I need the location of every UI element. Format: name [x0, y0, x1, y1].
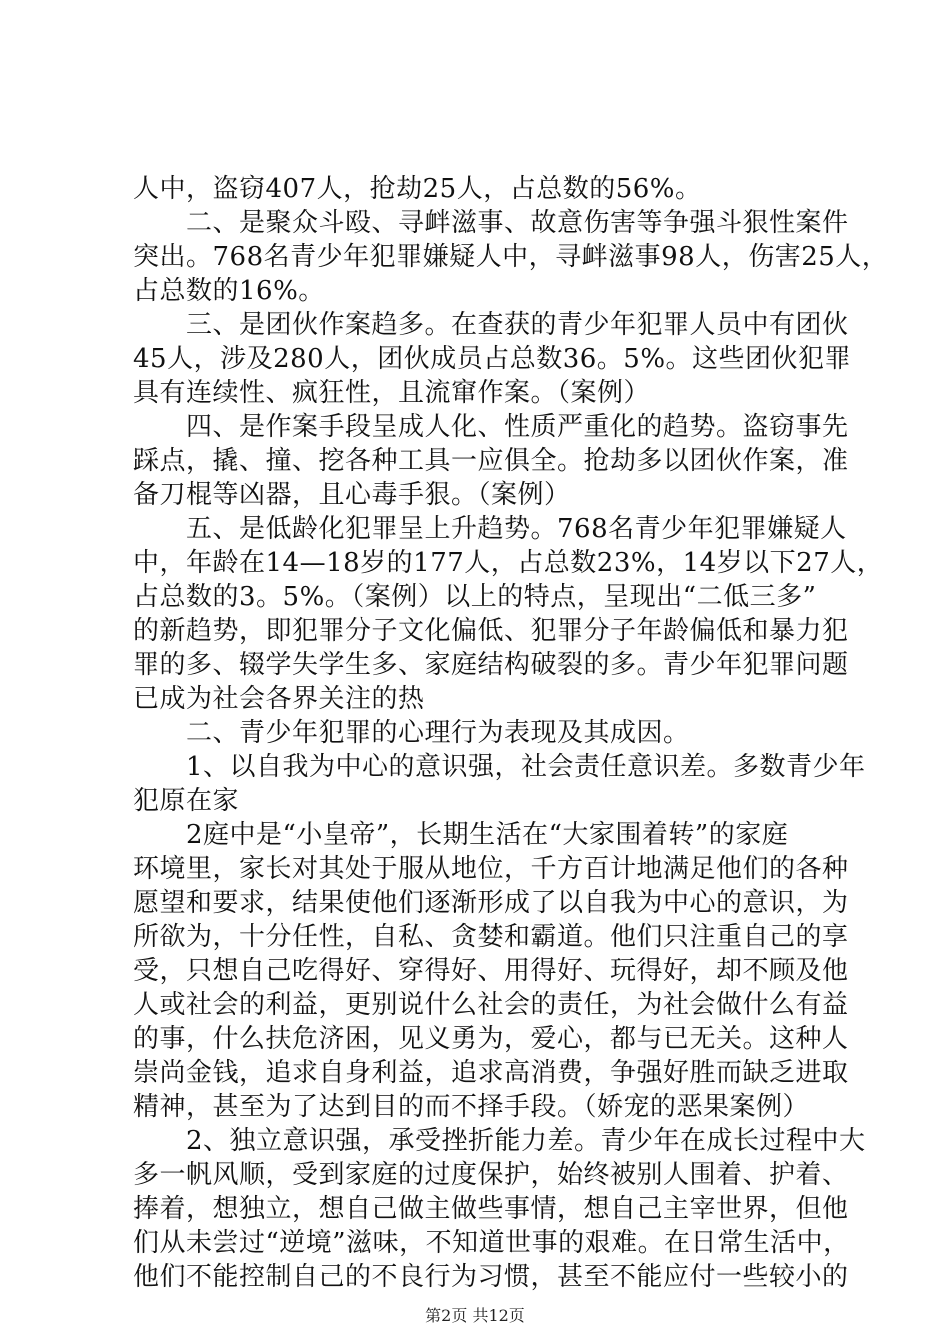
- text-line: 1、以自我为中心的意识强，社会责任意识差。多数青少年: [133, 752, 866, 782]
- text-line: 环境里，家长对其处于服从地位，千方百计地满足他们的各种: [133, 854, 849, 884]
- text-line: 45人，涉及280人，团伙成员占总数36。5%。这些团伙犯罪: [133, 344, 852, 374]
- text-line: 中，年龄在14—18岁的177人，占总数23%，14岁以下27人，: [133, 548, 884, 578]
- text-line: 占总数的16%。: [133, 276, 325, 306]
- text-line: 罪的多、辍学失学生多、家庭结构破裂的多。青少年犯罪问题: [133, 650, 849, 680]
- text-line: 五、是低龄化犯罪呈上升趋势。768名青少年犯罪嫌疑人: [133, 514, 847, 544]
- text-line: 备刀棍等凶器，且心毒手狠。（案例）: [133, 480, 571, 510]
- text-line: 犯原在家: [133, 786, 240, 816]
- text-line: 人中，盗窃407人，抢劫25人，占总数的56%。: [133, 174, 702, 204]
- text-line: 捧着，想独立，想自己做主做些事情，想自己主宰世界，但他: [133, 1194, 849, 1224]
- text-line: 精神，甚至为了达到目的而不择手段。（娇宠的恶果案例）: [133, 1092, 810, 1122]
- section-heading: 二、青少年犯罪的心理行为表现及其成因。: [133, 718, 690, 748]
- text-line: 崇尚金钱，追求自身利益，追求高消费，争强好胜而缺乏进取: [133, 1058, 849, 1088]
- text-line: 多一帆风顺，受到家庭的过度保护，始终被别人围着、护着、: [133, 1160, 849, 1190]
- page-number-footer: 第2页 共12页: [425, 1306, 525, 1325]
- text-line: 二、是聚众斗殴、寻衅滋事、故意伤害等争强斗狠性案件: [133, 208, 849, 238]
- text-line: 四、是作案手段呈成人化、性质严重化的趋势。盗窃事先: [133, 412, 849, 442]
- text-line: 们从未尝过“逆境”滋味，不知道世事的艰难。在日常生活中，: [133, 1228, 850, 1258]
- text-line: 的新趋势，即犯罪分子文化偏低、犯罪分子年龄偏低和暴力犯: [133, 616, 849, 646]
- text-line: 三、是团伙作案趋多。在查获的青少年犯罪人员中有团伙: [133, 310, 849, 340]
- text-line: 突出。768名青少年犯罪嫌疑人中，寻衅滋事98人，伤害25人，: [133, 242, 889, 272]
- text-line: 2庭中是“小皇帝”，长期生活在“大家围着转”的家庭: [133, 820, 789, 850]
- text-line: 人或社会的利益，更别说什么社会的责任，为社会做什么有益: [133, 990, 849, 1020]
- text-line: 受，只想自己吃得好、穿得好、用得好、玩得好，却不顾及他: [133, 956, 849, 986]
- text-line: 2、独立意识强，承受挫折能力差。青少年在成长过程中大: [133, 1126, 866, 1156]
- text-line: 已成为社会各界关注的热: [133, 684, 425, 714]
- text-line: 具有连续性、疯狂性，且流窜作案。（案例）: [133, 378, 651, 408]
- text-line: 的事，什么扶危济困，见义勇为，爱心，都与已无关。这种人: [133, 1024, 849, 1054]
- text-line: 他们不能控制自己的不良行为习惯，甚至不能应付一些较小的: [133, 1262, 849, 1292]
- text-line: 占总数的3。5%。（案例）以上的特点，呈现出“二低三多”: [133, 582, 817, 612]
- text-line: 所欲为，十分任性，自私、贪婪和霸道。他们只注重自己的享: [133, 922, 849, 952]
- text-line: 愿望和要求，结果使他们逐渐形成了以自我为中心的意识，为: [133, 888, 849, 918]
- text-line: 踩点，撬、撞、挖各种工具一应俱全。抢劫多以团伙作案，准: [133, 446, 849, 476]
